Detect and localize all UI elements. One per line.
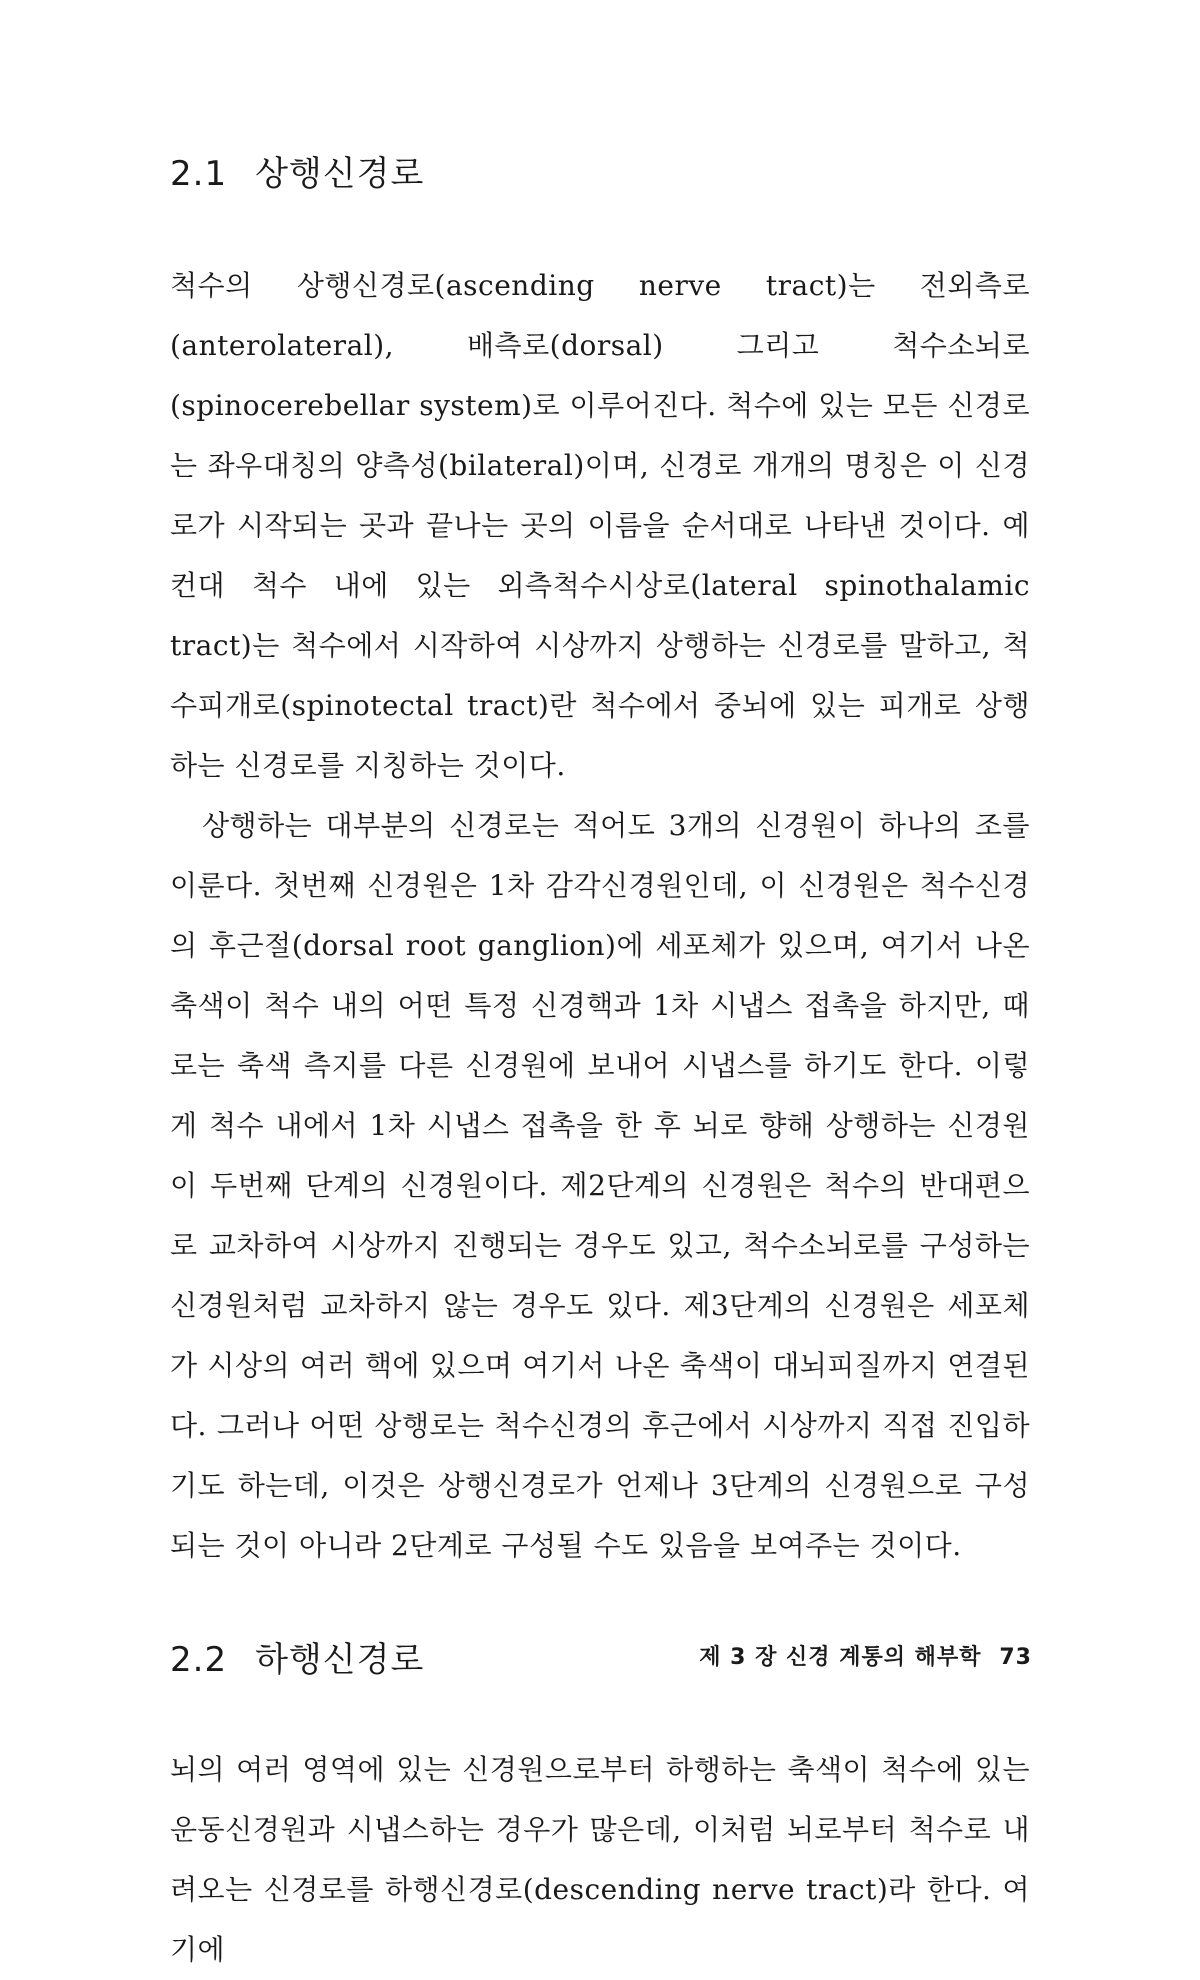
section-number: 2.1 bbox=[170, 154, 228, 194]
section-heading-ascending bbox=[170, 150, 1030, 198]
page-number: 73 bbox=[999, 1645, 1032, 1670]
page-footer bbox=[699, 1640, 1032, 1671]
section-title: 하행신경로 bbox=[255, 1640, 425, 1680]
section-number: 2.2 bbox=[170, 1640, 228, 1680]
page-content bbox=[170, 150, 1030, 1980]
chapter-title: 제 3 장 신경 계통의 해부학 bbox=[699, 1645, 982, 1670]
paragraph-ascending-intro: 척수의 상행신경로(ascending nerve tract)는 전외측로(anterolateral), 배측로(dorsal) 그리고 척수소뇌로(spinocerebellar system)로 이루어진다. 척수에 있는 모든 신경로는 좌우대칭의 양측성(bilateral)이며, 신경로 개개의 명칭은 이 신경로가 시작되는 곳과 끝나는 곳의 이름을 순서대로 나타낸 것이다. 예컨대 척수 내에 있는 외측척수시상로(lateral spinothalamic tract)는 척수에서 시작하여 시상까지 상행하는 신경로를 말하고, 척수피개로(spinotectal tract)란 척수에서 중뇌에 있는 피개로 상행하는 신경로를 지칭하는 것이다. bbox=[170, 269, 1030, 782]
paragraph-descending-intro: 뇌의 여러 영역에 있는 신경원으로부터 하행하는 축색이 척수에 있는 운동신경원과 시냅스하는 경우가 많은데, 이처럼 뇌로부터 척수로 내려오는 신경로를 하행신경로(descending nerve tract)라 한다. 여기에 bbox=[170, 1753, 1030, 1966]
section-title: 상행신경로 bbox=[255, 154, 425, 194]
paragraph-ascending-neurons: 상행하는 대부분의 신경로는 적어도 3개의 신경원이 하나의 조를 이룬다. 첫번째 신경원은 1차 감각신경원인데, 이 신경원은 척수신경의 후근절(dorsal root ganglion)에 세포체가 있으며, 여기서 나온 축색이 척수 내의 어떤 특정 신경핵과 1차 시냅스 접촉을 하지만, 때로는 축색 측지를 다른 신경원에 보내어 시냅스를 하기도 한다. 이렇게 척수 내에서 1차 시냅스 접촉을 한 후 뇌로 향해 상행하는 신경원이 두번째 단계의 신경원이다. 제2단계의 신경원은 척수의 반대편으로 교차하여 시상까지 진행되는 경우도 있고, 척수소뇌로를 구성하는 신경원처럼 교차하지 않는 경우도 있다. 제3단계의 신경원은 세포체가 시상의 여러 핵에 있으며 여기서 나온 축색이 대뇌피질까지 연결된다. 그러나 어떤 상행로는 척수신경의 후근에서 시상까지 직접 진입하기도 하는데, 이것은 상행신경로가 언제나 3단계의 신경원으로 구성되는 것이 아니라 2단계로 구성될 수도 있음을 보여주는 것이다. bbox=[170, 809, 1030, 1562]
